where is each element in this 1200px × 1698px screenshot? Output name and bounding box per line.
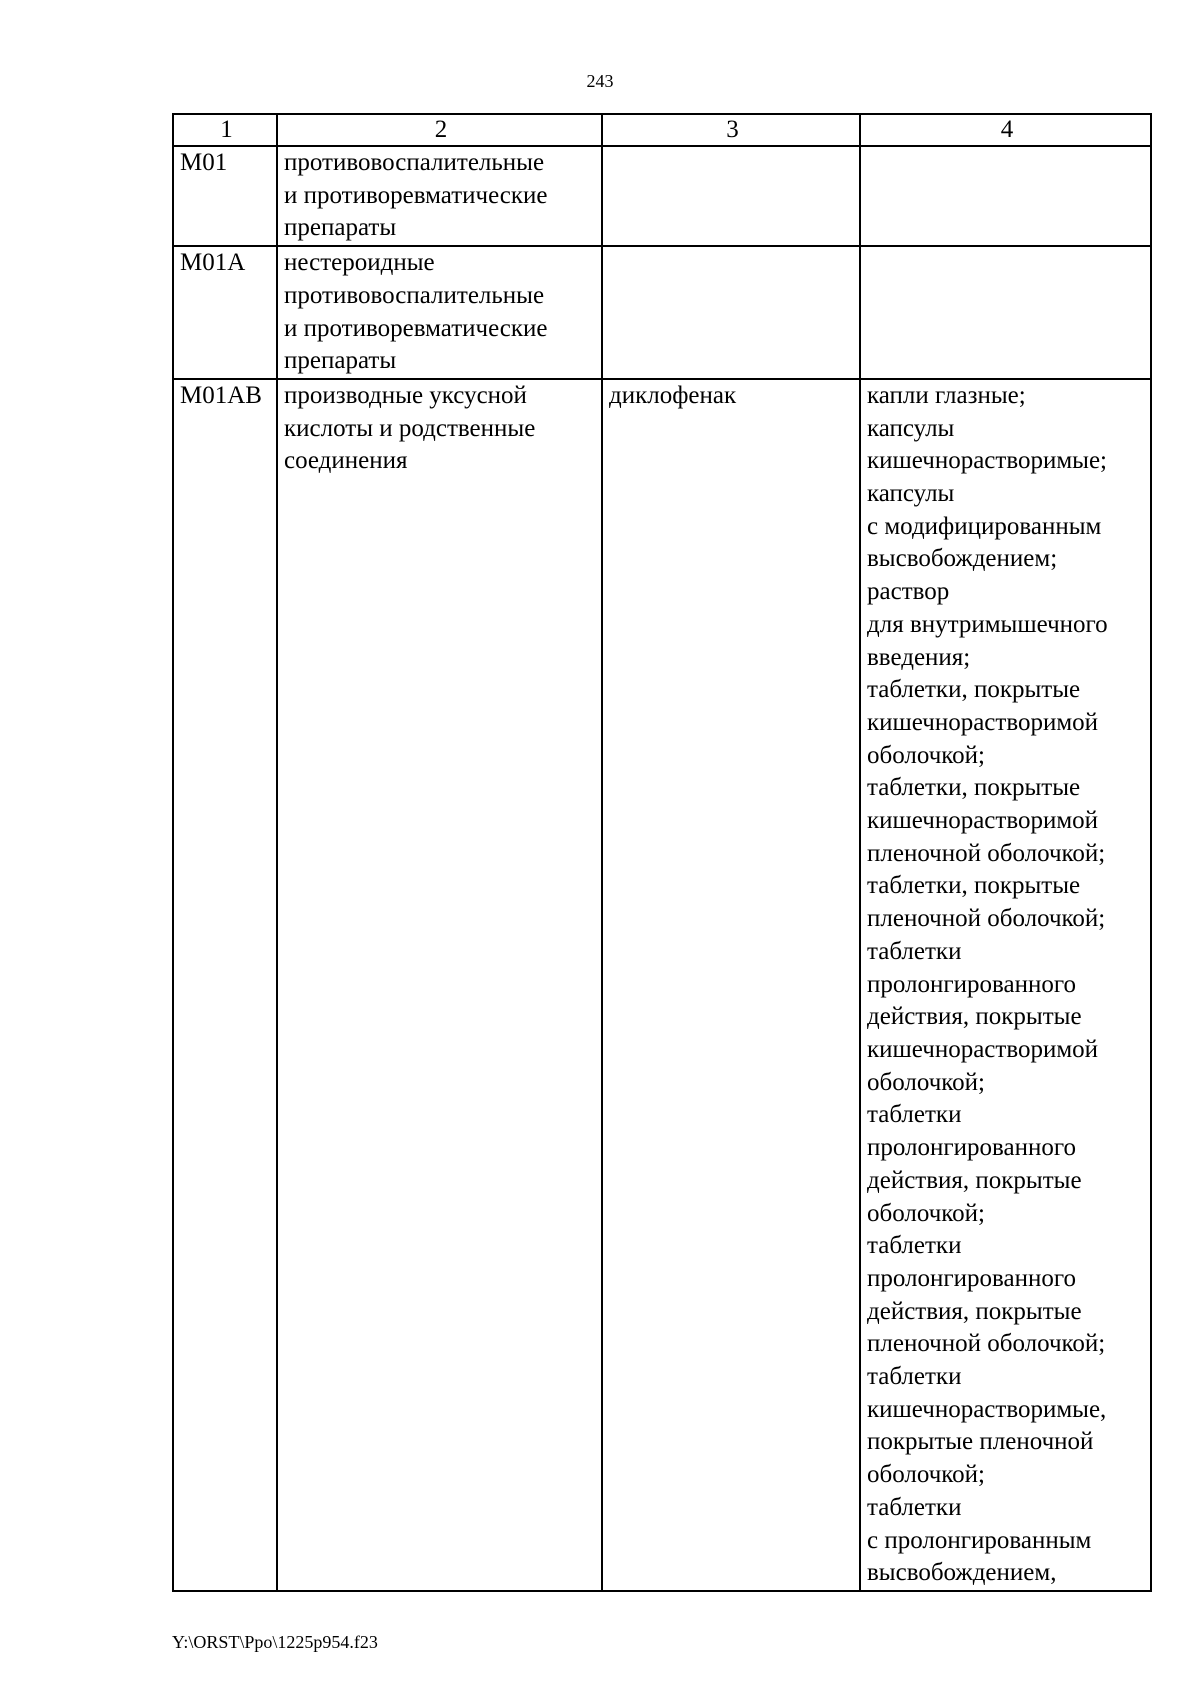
dosage-forms-cell [860, 246, 1151, 379]
group-line: противовоспалительные [284, 281, 545, 309]
dosage-form-line: раствор [867, 578, 950, 606]
dosage-form-line: кишечнорастворимой [867, 708, 1099, 736]
dosage-form-line: таблетки [867, 1232, 962, 1260]
dosage-form-line: капсулы [867, 414, 955, 442]
table-row [173, 379, 1151, 1591]
inn-cell [602, 246, 860, 379]
header-col-4: 4 [860, 114, 1151, 146]
dosage-forms-cell [860, 379, 1151, 1591]
group-line: и противоревматические [284, 181, 548, 209]
dosage-form-line: пленочной оболочкой; [867, 1330, 1106, 1358]
dosage-form-line: пленочной оболочкой; [867, 905, 1106, 933]
group-line: соединения [284, 447, 408, 475]
dosage-form-line: таблетки, покрытые [867, 676, 1081, 704]
dosage-form-line: действия, покрытые [867, 1166, 1082, 1194]
dosage-form-line: таблетки, покрытые [867, 774, 1081, 802]
header-col-3: 3 [602, 114, 860, 146]
table-header-row [173, 114, 1151, 146]
dosage-form-line: таблетки [867, 1101, 962, 1129]
header-col-2: 2 [277, 114, 602, 146]
dosage-form-line: кишечнорастворимой [867, 807, 1099, 835]
anatomical-group-cell [277, 379, 602, 1591]
group-line: и противоревматические [284, 314, 548, 342]
group-line: препараты [284, 214, 397, 242]
dosage-form-line: действия, покрытые [867, 1003, 1082, 1031]
dosage-form-line: оболочкой; [867, 1199, 985, 1227]
dosage-form-line: действия, покрытые [867, 1297, 1082, 1325]
dosage-form-line: пролонгированного [867, 970, 1076, 998]
atc-code-cell: M01A [173, 246, 277, 379]
dosage-form-line: для внутримышечного [867, 610, 1108, 638]
dosage-form-line: оболочкой; [867, 741, 985, 769]
dosage-form-line: капли глазные; [867, 381, 1026, 409]
dosage-form-line: высвобождением, [867, 1559, 1057, 1587]
dosage-form-line: оболочкой; [867, 1068, 985, 1096]
header-col-1: 1 [173, 114, 277, 146]
dosage-form-line: с пролонгированным [867, 1526, 1092, 1554]
atc-code-cell: M01AB [173, 379, 277, 1591]
anatomical-group-cell [277, 146, 602, 246]
group-line: препараты [284, 347, 397, 375]
dosage-form-line: пролонгированного [867, 1134, 1076, 1162]
dosage-form-line: высвобождением; [867, 545, 1058, 573]
dosage-form-line: кишечнорастворимые, [867, 1395, 1107, 1423]
dosage-form-line: введения; [867, 643, 971, 671]
dosage-form-line: таблетки [867, 937, 962, 965]
page-number: 243 [586, 71, 614, 91]
dosage-form-line: кишечнорастворимой [867, 1035, 1099, 1063]
group-line: производные уксусной [284, 381, 527, 409]
dosage-forms-cell [860, 146, 1151, 246]
dosage-forms-list [867, 380, 1147, 1590]
drug-table [172, 113, 1152, 1592]
inn-cell [602, 146, 860, 246]
inn-cell: диклофенак [602, 379, 860, 1591]
dosage-form-line: оболочкой; [867, 1461, 985, 1489]
group-line: нестероидные [284, 249, 435, 277]
table-row [173, 146, 1151, 246]
atc-code-cell: M01 [173, 146, 277, 246]
dosage-form-line: таблетки, покрытые [867, 872, 1081, 900]
dosage-form-line: пролонгированного [867, 1264, 1076, 1292]
dosage-form-line: кишечнорастворимые; [867, 447, 1107, 475]
group-line: противовоспалительные [284, 149, 545, 176]
dosage-form-line: покрытые пленочной [867, 1428, 1094, 1456]
file-path: Y:\ORST\Ppo\1225p954.f23 [172, 1632, 378, 1652]
dosage-form-line: таблетки [867, 1493, 962, 1521]
dosage-form-line: пленочной оболочкой; [867, 839, 1106, 867]
dosage-form-line: с модифицированным [867, 512, 1102, 540]
anatomical-group-cell [277, 246, 602, 379]
group-line: кислоты и родственные [284, 414, 536, 442]
dosage-form-line: капсулы [867, 480, 955, 508]
dosage-form-line: таблетки [867, 1363, 962, 1391]
table-row [173, 246, 1151, 379]
